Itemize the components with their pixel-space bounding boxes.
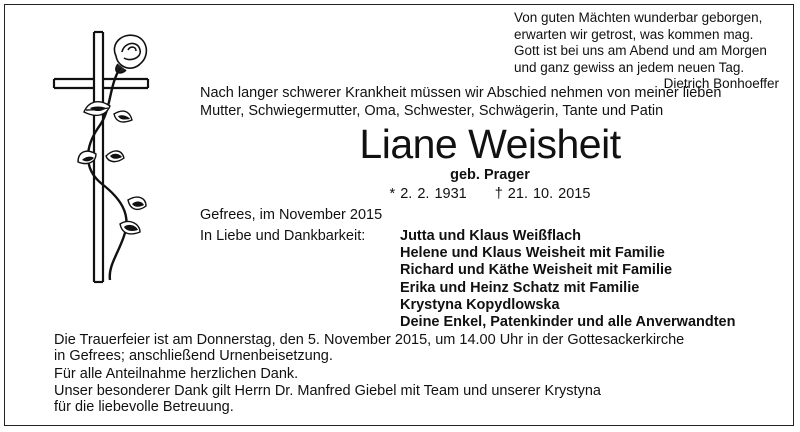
thanks-label: In Liebe und Dankbarkeit: — [200, 228, 366, 244]
place-and-date: Gefrees, im November 2015 — [200, 207, 383, 223]
quote-line: Gott ist bei uns am Abend und am Morgen — [514, 43, 767, 58]
mourner-item: Krystyna Kopydlowska — [400, 296, 560, 313]
mourners-list — [400, 228, 735, 331]
cross-with-rose-icon — [50, 28, 170, 288]
mourner-item: Erika und Heinz Schatz mit Familie — [400, 279, 640, 296]
quote-author: Dietrich Bonhoeffer — [663, 76, 779, 91]
bonhoeffer-quote — [514, 10, 779, 93]
general-thanks: Für alle Anteilnahme herzlichen Dank. — [54, 365, 299, 382]
mourner-item: Helene und Klaus Weisheit mit Familie — [400, 245, 665, 262]
deceased-name: Liane Weisheit — [359, 121, 621, 167]
quote-line: erwarten wir getrost, was kommen mag. — [514, 26, 754, 42]
intro-line: Mutter, Schwiegermutter, Oma, Schwester, Schwägerin, Tante und Patin — [200, 103, 664, 119]
special-thanks: Unser besonderer Dank gilt Herrn Dr. Manfred Giebel mit Team und unserer Krystyna — [54, 383, 601, 400]
announcement-intro — [200, 84, 780, 120]
funeral-notes — [54, 333, 754, 416]
birth-date: * 2. 2. 1931 — [389, 186, 467, 202]
special-thanks: für die liebevolle Betreuung. — [54, 399, 234, 416]
intro-line: Nach langer schwerer Krankheit müssen wir Abschied nehmen von meiner lieben — [200, 85, 722, 101]
funeral-info: Die Trauerfeier ist am Donnerstag, den 5. November 2015, um 14.00 Uhr in der Gottesackerkirche — [54, 332, 685, 348]
quote-line: Von guten Mächten wunderbar geborgen, — [514, 10, 763, 25]
mourner-item: Jutta und Klaus Weißflach — [400, 228, 582, 244]
quote-line: und ganz gewiss an jedem neuen Tag. — [514, 59, 745, 75]
funeral-info: in Gefrees; anschließend Urnenbeisetzung. — [54, 347, 333, 364]
death-date: † 21. 10. 2015 — [494, 186, 591, 202]
mourner-item: Richard und Käthe Weisheit mit Familie — [400, 262, 673, 279]
maiden-name: geb. Prager — [450, 167, 530, 183]
mourner-item: Deine Enkel, Patenkinder und alle Anverwandten — [400, 314, 736, 331]
life-dates — [200, 186, 780, 202]
